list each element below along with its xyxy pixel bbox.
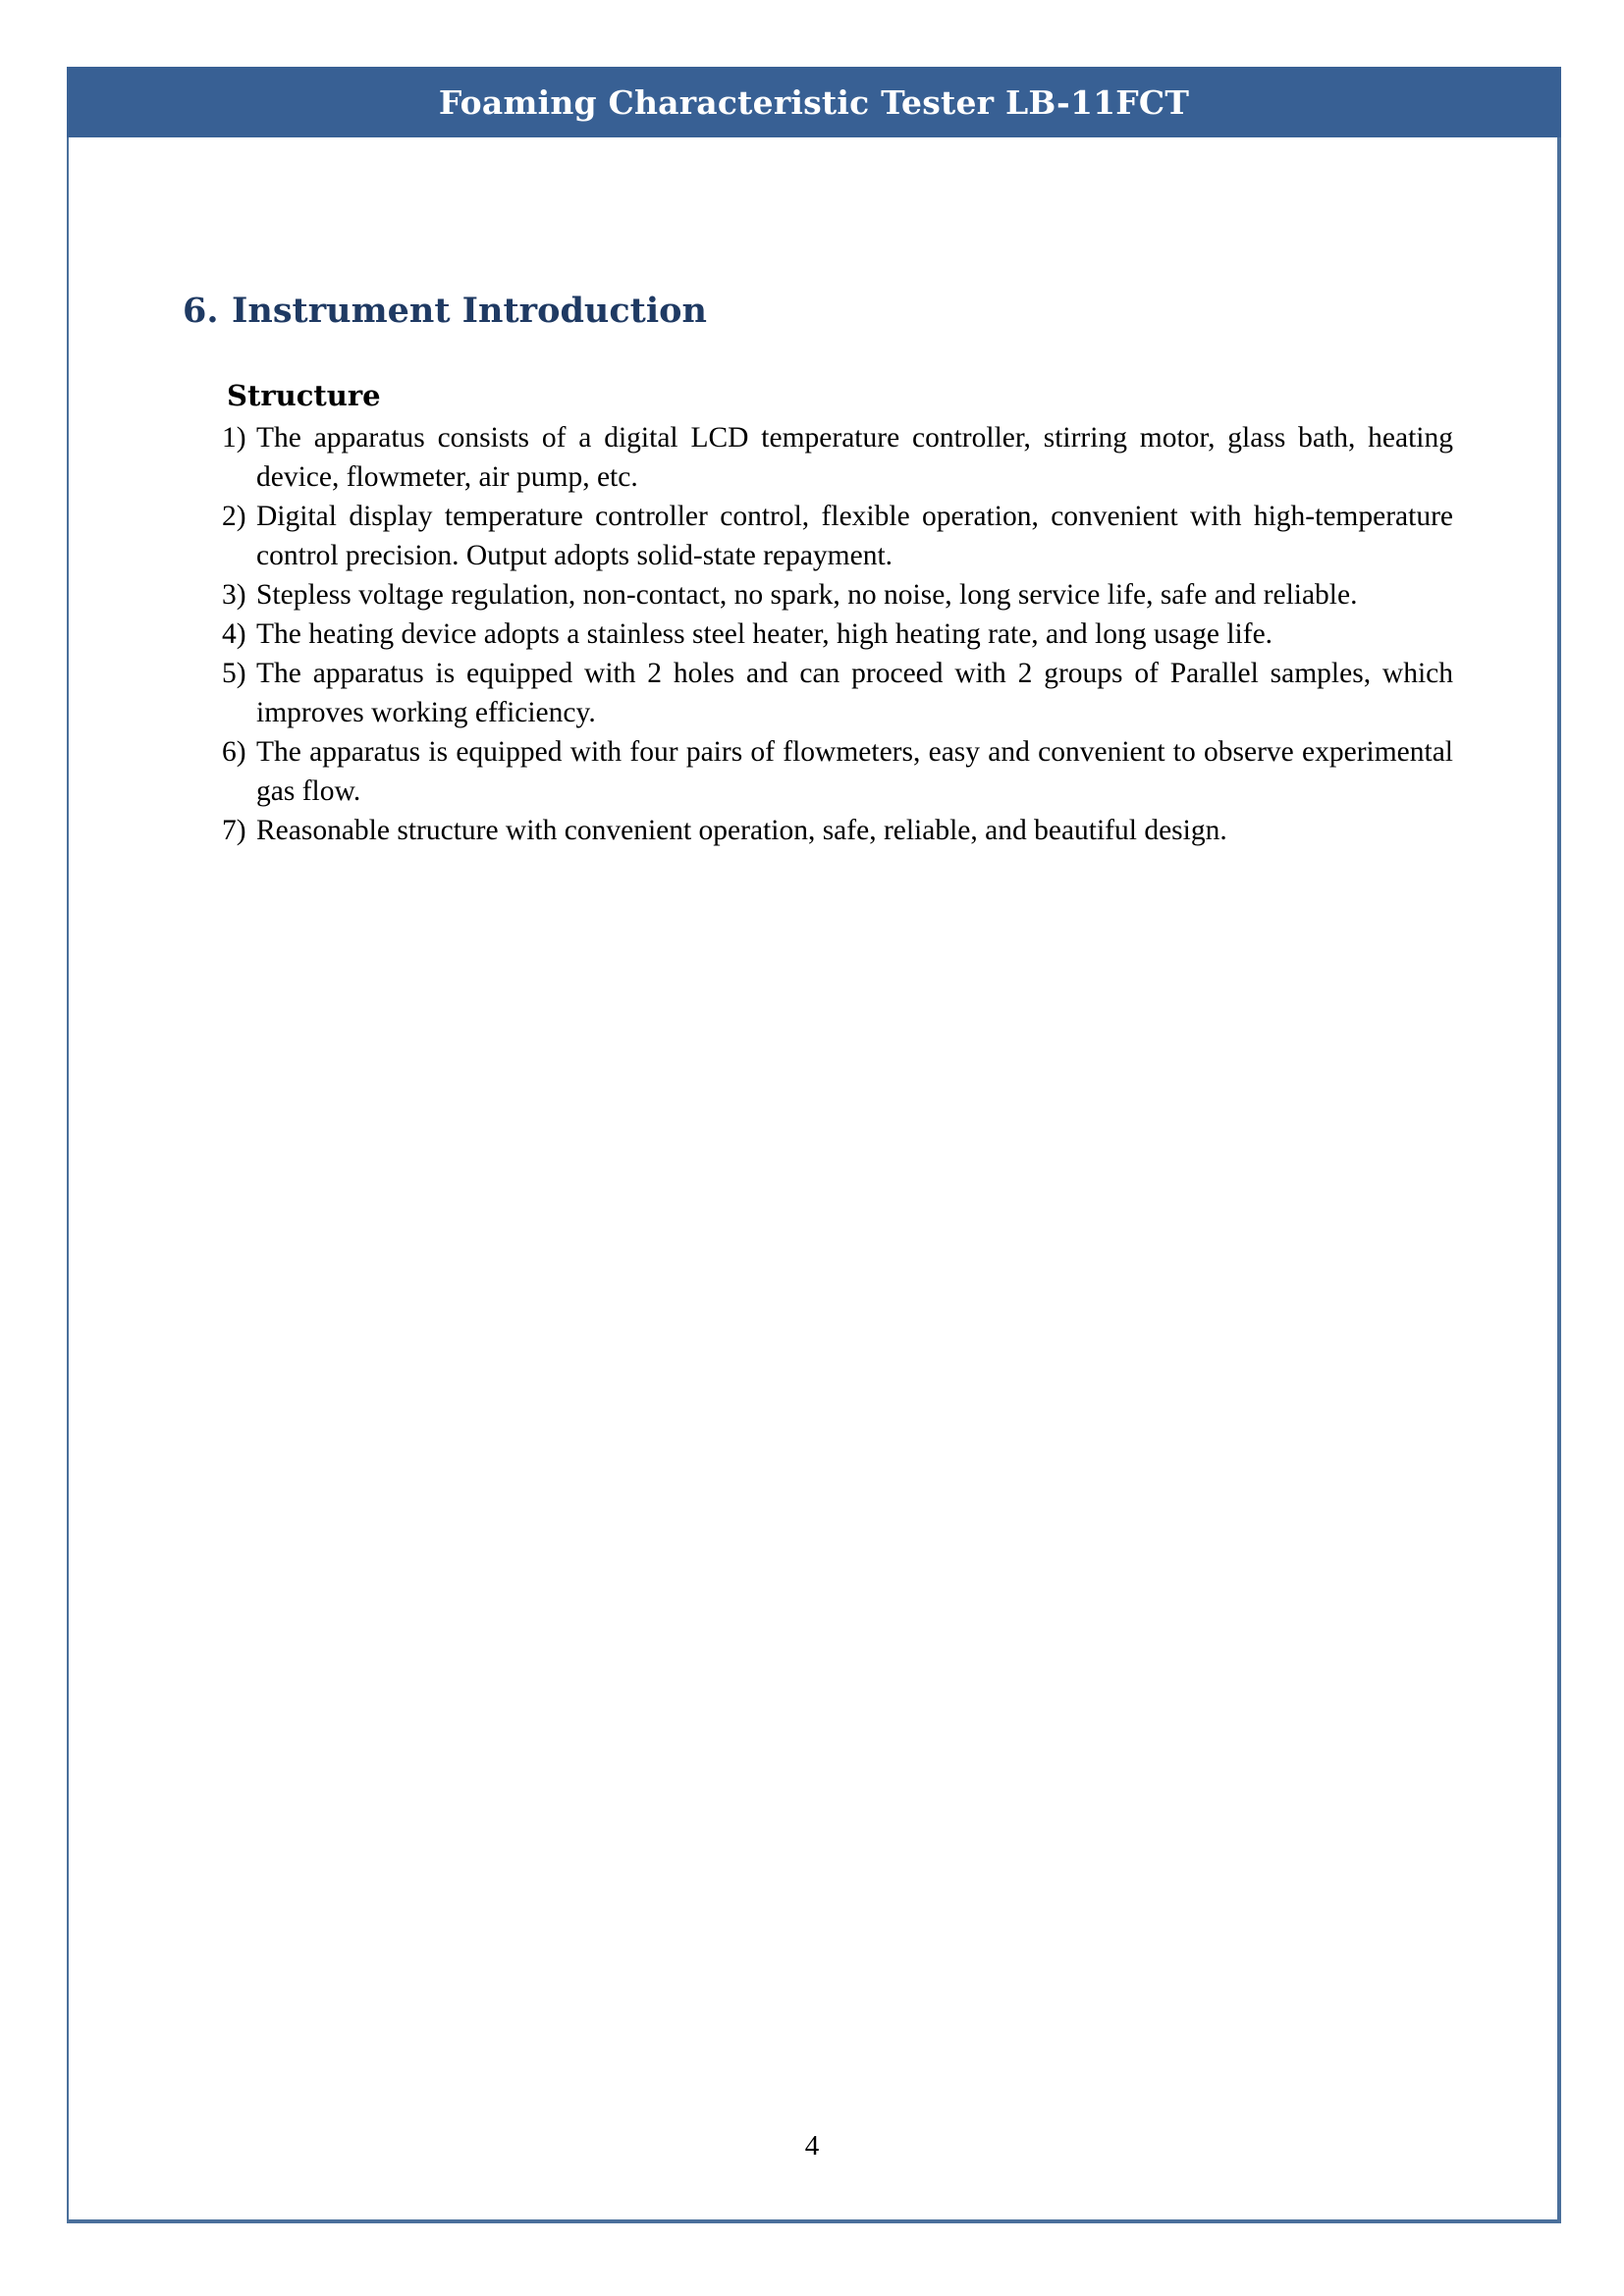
section-number: 6.	[183, 291, 219, 331]
list-item	[222, 575, 1453, 614]
page-number: 4	[804, 2130, 820, 2162]
list-item-marker: 3)	[222, 579, 246, 611]
list-item	[222, 497, 1453, 575]
list-item-text: Reasonable structure with convenient operation, safe, reliable, and beautiful design.	[256, 815, 1227, 846]
subsection-heading: Structure	[227, 379, 381, 412]
list-item-text: The apparatus is equipped with four pairs of flowmeters, easy and convenient to observe experimental gas flow.	[256, 736, 1453, 807]
list-item-text: Stepless voltage regulation, non-contact, no spark, no noise, long service life, safe and reliable.	[256, 579, 1358, 611]
list-item-text: Digital display temperature controller control, flexible operation, convenient with high-temperature control precision. Output adopts solid-state repayment.	[256, 501, 1453, 571]
list-item-marker: 1)	[222, 422, 246, 454]
list-item-marker: 2)	[222, 501, 246, 532]
list-item-text: The heating device adopts a stainless steel heater, high heating rate, and long usage life.	[256, 618, 1273, 650]
section-title: Instrument Introduction	[232, 291, 707, 331]
list-item	[222, 732, 1453, 811]
list-item-marker: 4)	[222, 618, 246, 650]
list-item	[222, 418, 1453, 497]
list-item	[222, 614, 1453, 654]
header-bar	[67, 67, 1561, 137]
section-heading	[183, 291, 707, 331]
list-item-marker: 6)	[222, 736, 246, 768]
header-title: Foaming Characteristic Tester LB-11FCT	[438, 82, 1190, 122]
list-item-marker: 7)	[222, 815, 246, 846]
list-item-marker: 5)	[222, 658, 246, 689]
list-item	[222, 811, 1453, 850]
list-item-text: The apparatus consists of a digital LCD temperature controller, stirring motor, glass bath, heating device, flowmeter, air pump, etc.	[256, 422, 1453, 493]
list-item-text: The apparatus is equipped with 2 holes and can proceed with 2 groups of Parallel samples, which improves working efficiency.	[256, 658, 1453, 728]
list-item	[222, 654, 1453, 732]
structure-list	[222, 418, 1453, 850]
